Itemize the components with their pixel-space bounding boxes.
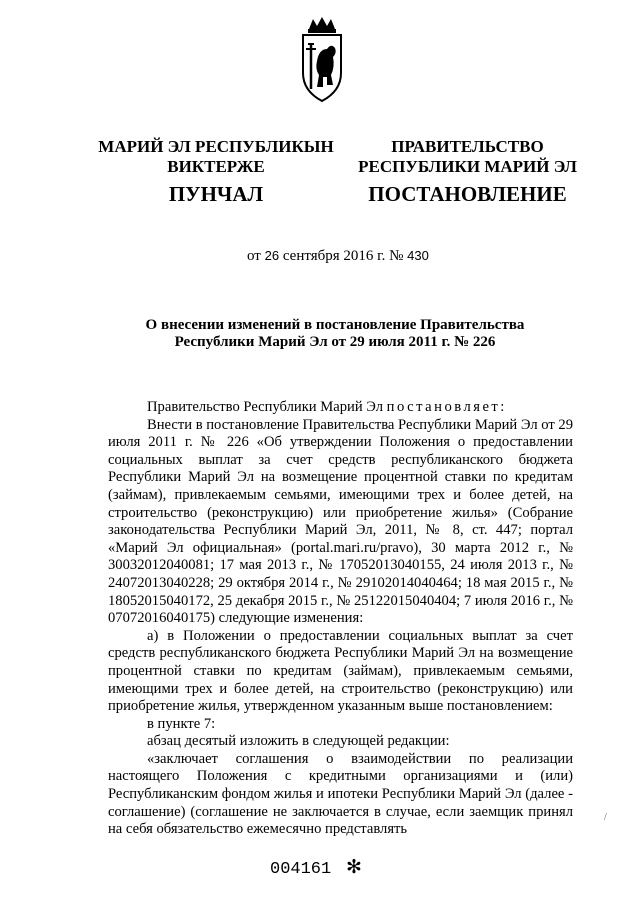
- header-left-line1: МАРИЙ ЭЛ РЕСПУБЛИКЫН: [98, 137, 334, 156]
- doc-type-mari: ПУНЧАЛ: [168, 182, 264, 206]
- title-line2: Республики Марий Эл от 29 июля 2011 г. № 226: [174, 334, 496, 350]
- decree-intro: Правительство Республики Марий Эл: [147, 399, 384, 415]
- header-right: [355, 137, 580, 177]
- footer-star-symbol: ✻: [346, 857, 362, 878]
- body-paragraph-6: «заключает соглашения о взаимодействии по реализации настоящего Положения с кредитными организациями и (или) Республиканским фондом жилья и ипотеки Республики Марий Эл (далее - соглашение) (соглашение не заключается в случае, если заемщик принял на себя обязательство ежемесячно представлять: [108, 750, 573, 838]
- coat-of-arms-emblem: [297, 15, 347, 103]
- body-paragraph-1: [108, 399, 573, 417]
- margin-mark: /: [604, 812, 607, 823]
- date-month-year: сентября 2016 г. №: [282, 248, 404, 264]
- document-date-line: [247, 248, 429, 265]
- serial-number: 004161: [270, 860, 332, 879]
- date-day: 26: [264, 248, 280, 263]
- body-paragraph-3: а) в Положении о предоставлении социальных выплат за счет средств республиканского бюджета Республики Марий Эл на возмещение процентной ставки по кредитам (займам), привлекаемым семьями, имеющими трех и более детей, на строительство (реконструкцию) или приобретение жилья, утвержденном указанным выше постановлением:: [108, 627, 573, 715]
- document-body: [108, 399, 573, 839]
- date-prefix: от: [247, 248, 261, 264]
- doc-type-russian: ПОСТАНОВЛЕНИЕ: [368, 182, 567, 206]
- document-number: 430: [407, 248, 429, 263]
- header-right-line1: ПРАВИТЕЛЬСТВО: [391, 137, 544, 156]
- header-left-line2: ВИКТЕРЖЕ: [167, 157, 265, 176]
- header-left: [96, 137, 336, 177]
- header-right-line2: РЕСПУБЛИКИ МАРИЙ ЭЛ: [358, 157, 577, 176]
- body-paragraph-5: абзац десятый изложить в следующей редакции:: [147, 733, 450, 750]
- title-line1: О внесении изменений в постановление Правительства: [145, 317, 525, 333]
- body-paragraph-4: в пункте 7:: [147, 715, 216, 732]
- body-paragraph-2: Внести в постановление Правительства Республики Марий Эл от 29 июля 2011 г. № 226 «Об утверждении Положения о предоставлении социальных выплат за счет средств республиканского бюджета Республики Марий Эл на возмещение процентной ставки по кредитам (займам), привлекаемым семьями, имеющими трех и более детей, на строительство (реконструкцию) или приобретение жилья» (Собрание законодательства Республики Марий Эл, 2011, № 8, ст. 447; портал «Марий Эл официальная» (portal.mari.ru/pravo), 30 марта 2012 г., № 30032012040081; 17 мая 2013 г., № 17052013040155, 24 июля 2013 г., № 24072013040228; 29 октября 2014 г., № 29102014040464; 18 мая 2015 г., № 18052015040172, 25 декабря 2015 г., № 25122015040404; 7 июля 2016 г., № 07072016040175) следующие изменения:: [108, 416, 573, 627]
- decree-verb: постановляет:: [386, 399, 507, 415]
- document-title: [145, 317, 525, 351]
